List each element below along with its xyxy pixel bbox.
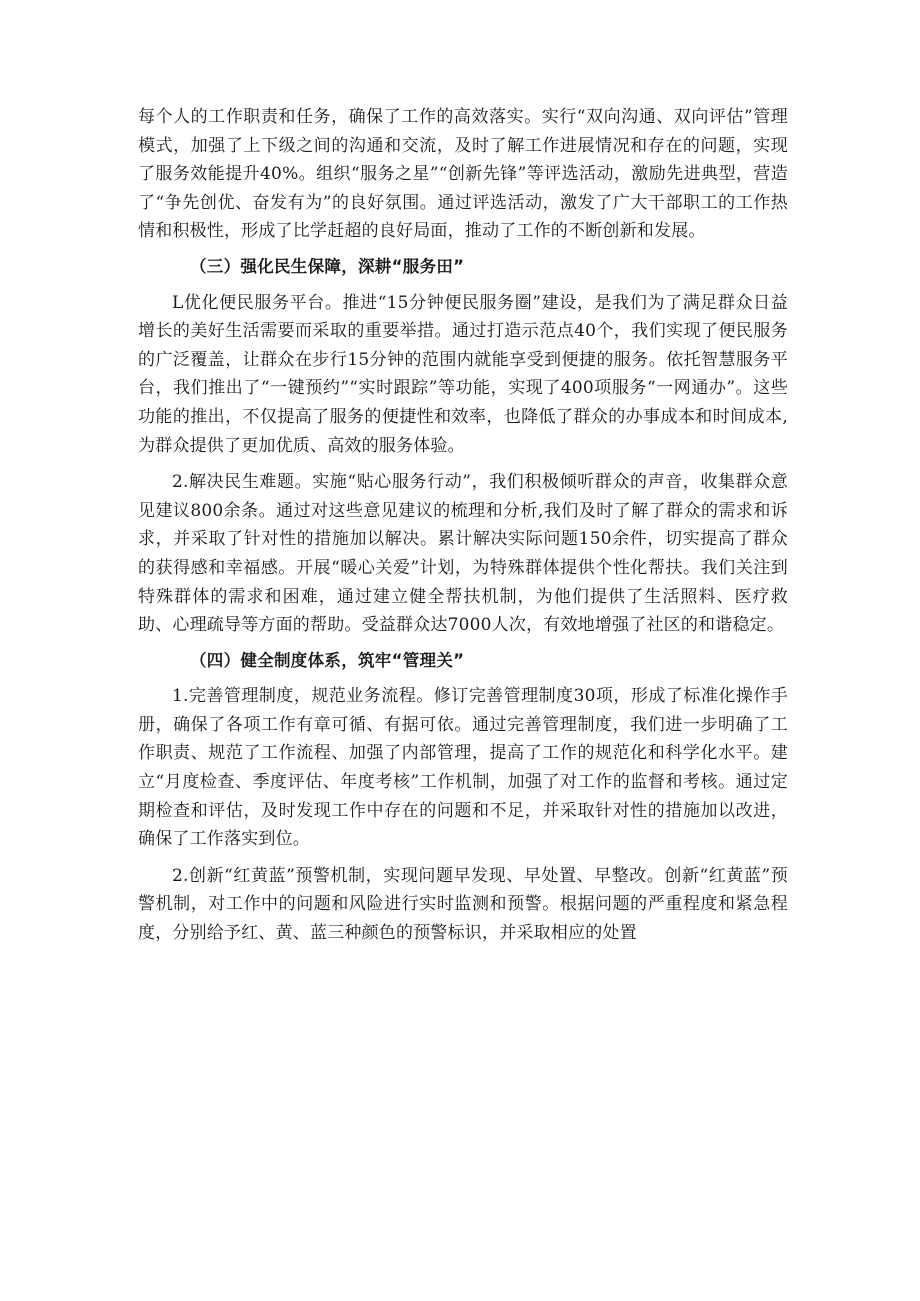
paragraph-continuation: 每个人的工作职责和任务，确保了工作的高效落实。实行“双向沟通、双向评估”管理模式，加强了上下级之间的沟通和交流，及时了解工作进展情况和存在的问题，实现了服务效能提升40%。组织“服务之星”“创新先锋”等评选活动，激励先进典型，营造了“争先创优、奋发有为”的良好氛围。通过评选活动，激发了广大干部职工的工作热情和积极性，形成了比学赶超的良好局面，推动了工作的不断创新和发展。	[138, 107, 788, 242]
document-page	[138, 103, 788, 948]
paragraph-convenience-platform: L优化便民服务平台。推进“15分钟便民服务圈”建设，是我们为了满足群众日益增长的美好生活需要而采取的重要举措。通过打造示范点40个，我们实现了便民服务的广泛覆盖，让群众在步行15分钟的范围内就能享受到便捷的服务。依托智慧服务平台，我们推出了“一键预约”“实时跟踪”等功能，实现了400项服务“一网通办”。这些功能的推出，不仅提高了服务的便捷性和效率，也降低了群众的办事成本和时间成本,为群众提供了更加优质、高效的服务体验。	[138, 292, 788, 456]
spacer	[138, 640, 788, 647]
paragraph-livelihood-problems: 2.解决民生难题。实施“贴心服务行动”，我们积极倾听群众的声音，收集群众意见建议800余条。通过对这些意见建议的梳理和分析,我们及时了解了群众的需求和诉求，并采取了针对性的措施加以解决。累计解决实际问题150余件，切实提高了群众的获得感和幸福感。开展“暖心关爱”计划，为特殊群体提供个性化帮扶。我们关注到特殊群体的需求和困难，通过建立健全帮扶机制，为他们提供了生活照料、医疗救助、心理疏导等方面的帮助。受益群众达7000人次，有效地增强了社区的和谐稳定。	[138, 472, 788, 636]
spacer	[138, 246, 788, 253]
paragraph-warning-mechanism: 2.创新“红黄蓝”预警机制，实现问题早发现、早处置、早整改。创新“红黄蓝”预警机制，对工作中的问题和风险进行实时监测和预警。根据问题的严重程度和紧急程度，分别给予红、黄、蓝三种颜色的预警标识，并采取相应的处置	[138, 865, 788, 944]
spacer	[138, 675, 788, 682]
spacer	[138, 282, 788, 289]
section-heading-3: （三）强化民生保障，深耕“服务田”	[190, 256, 465, 276]
section-heading-4: （四）健全制度体系，筑牢“管理关”	[190, 650, 465, 670]
paragraph-management-system: 1.完善管理制度，规范业务流程。修订完善管理制度30项，形成了标准化操作手册，确保了各项工作有章可循、有据可依。通过完善管理制度，我们进一步明确了工作职责、规范了工作流程、加强了内部管理，提高了工作的规范化和科学化水平。建立“月度检查、季度评估、年度考核”工作机制，加强了对工作的监督和考核。通过定期检查和评估，及时发现工作中存在的问题和不足，并采取针对性的措施加以改进，确保了工作落实到位。	[138, 686, 788, 850]
